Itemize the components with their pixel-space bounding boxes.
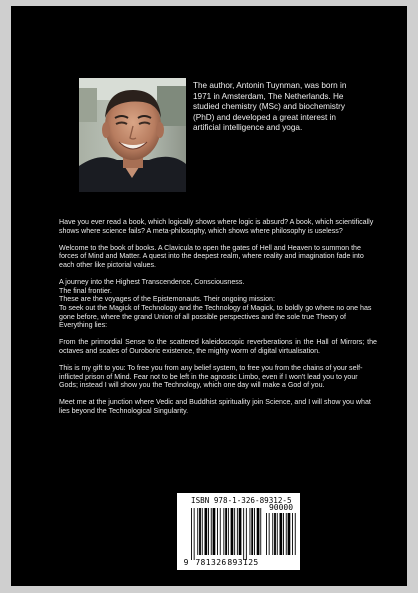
barcode-bar [286,513,287,555]
barcode-bar [295,513,296,555]
barcode-bar [288,513,291,555]
barcode-bar [213,508,216,555]
barcode-bar [250,508,251,555]
barcode-bar [202,508,203,555]
main-barcode-bars [191,508,261,560]
barcode-bar [246,508,247,560]
price-code: 90000 [268,503,294,512]
barcode-bar [274,513,276,555]
barcode-bar [283,513,284,555]
isbn-barcode [177,493,300,570]
barcode-bar [292,513,293,555]
barcode-bar [208,508,209,555]
blurb [59,218,377,424]
barcode-bar [237,508,238,555]
barcode-bar [197,508,198,555]
barcode-bar [272,513,273,555]
barcode-bar [194,508,195,560]
barcode-bar [280,513,283,555]
blurb-line: These are the voyages of the Epistemonauts. Their ongoing mission: [59,295,275,304]
barcode-bar [257,508,260,555]
blurb-paragraph-3 [59,278,377,330]
author-photo [79,78,186,192]
blurb-paragraph-2: Welcome to the book of books. A Clavicula to open the gates of Hell and Heaven to summon the forces of Mind and Matter. A quest into the deepest realm, where reality and imagination fade into each other like pictorial values. [59,243,364,269]
blurb-line: A journey into the Highest Transcendence, Consciousness. [59,278,245,287]
blurb-paragraph-5: This is my gift to you: To free you from any belief system, to free you from the chains of your self-inflicted prison of Mind. Fear not to be left in the agnostic Limbo, even if I won't lead you to your Gods; instead I will show you the Technology, which one day will make a God of you. [59,364,363,390]
barcode-bar [205,508,208,555]
author-bio: The author, Antonin Tuynman, was born in 1971 in Amsterdam, The Netherlands. He studied chemistry (MSc) and biochemistry (PhD) and developed a great interest in artificial intelligence and yoga. [193,81,347,133]
barcode-bar [231,508,234,555]
barcode-bar [269,513,270,555]
blurb-paragraph-4: From the primordial Sense to the scattered kaleidoscopic reverberations in the Hall of Mirrors; the octaves and scales of Ouroboric existence, the mighty worm of digital virtualisation. [59,338,377,355]
barcode-right-digits: 893125 [227,558,259,567]
barcode-bar [220,508,221,555]
barcode-bar [211,508,212,555]
blurb-paragraph-1: Have you ever read a book, which logically shows where logic is absurd? A book, which scientifically shows where science fails? A meta-philosophy, which shows where philosophy is useless? [59,218,374,235]
barcode-bar [228,508,229,555]
back-cover [11,6,407,586]
barcode-bar [243,508,244,560]
blurb-line: To seek out the Magick of Technology and the Technology of Magick, to boldly go where no one has gone before, where the grand Union of all possible perspectives and the sole true Theory of Everything lies: [59,303,372,330]
barcode-bar [260,508,261,555]
barcode-bar [254,508,255,555]
barcode-bar [266,513,267,555]
barcode-bar [191,508,192,560]
blurb-line: The final frontier. [59,286,112,295]
barcode-bar [223,508,224,555]
price-addon-bars [266,513,296,555]
barcode-bar [239,508,242,555]
barcode-left-digits: 781326 [195,558,227,567]
barcode-bar [277,513,278,555]
barcode-bar [199,508,201,555]
barcode-bar [217,508,218,555]
isbn-label: ISBN 978-1-326-89312-5 [191,496,292,505]
barcode-bar [251,508,253,555]
barcode-graphic [177,493,300,570]
barcode-bar [225,508,227,555]
barcode-first-digit: 9 [183,558,189,567]
barcode-bar [234,508,235,555]
blurb-paragraph-6: Meet me at the junction where Vedic and Buddhist spirituality join Science, and I will show you what lies beyond the Technological Singularity. [59,398,371,416]
